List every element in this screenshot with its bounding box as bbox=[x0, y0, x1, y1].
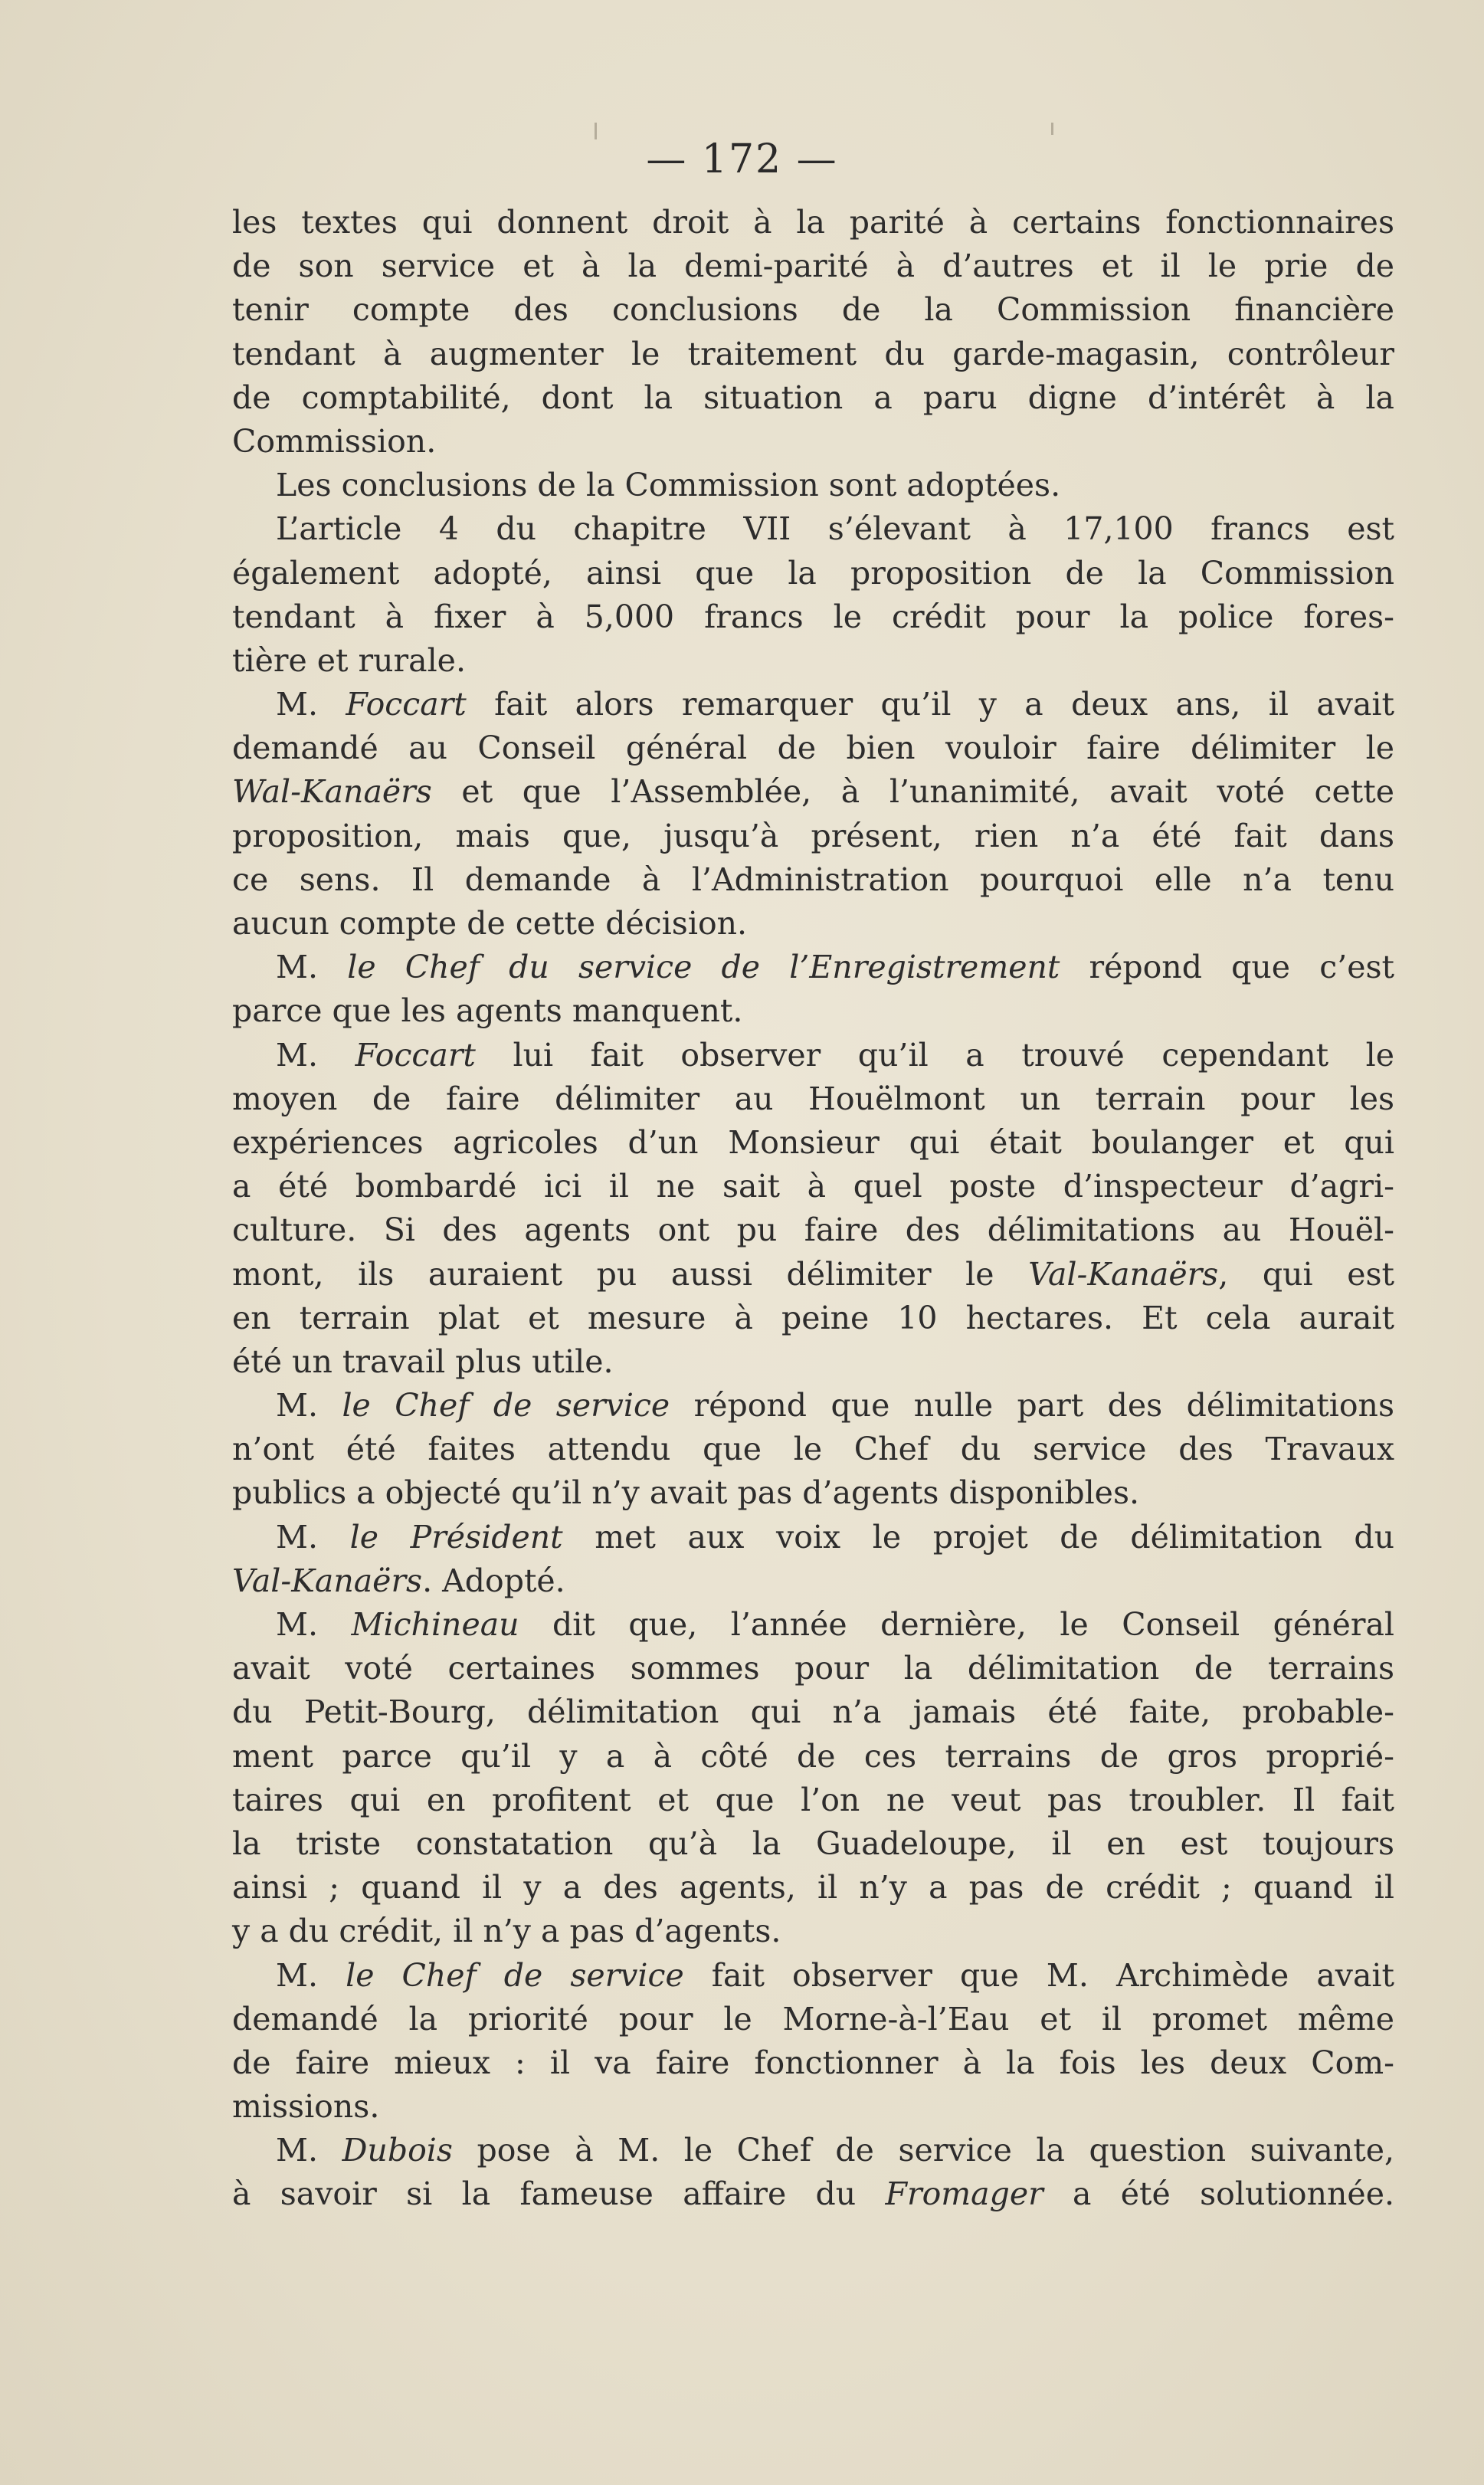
page-number: — 172 — bbox=[646, 136, 838, 182]
text-segment: taires qui en profitent et que l’on ne veut pas troubler. Il fait bbox=[232, 1781, 1394, 1818]
text-segment: M. bbox=[276, 2132, 342, 2169]
text-segment: L’article 4 du chapitre VII s’élevant à 17,100 francs est bbox=[276, 510, 1394, 548]
text-line bbox=[232, 726, 1394, 770]
text-line bbox=[232, 1384, 1394, 1428]
text-segment: tenir compte des conclusions de la Commission financière bbox=[232, 291, 1394, 329]
text-line bbox=[232, 1559, 1394, 1603]
text-segment: proposition, mais que, jusqu’à présent, rien n’a été fait dans bbox=[232, 817, 1394, 854]
text-line bbox=[232, 1822, 1394, 1866]
text-line bbox=[232, 1910, 1394, 1953]
text-segment: lui fait observer qu’il a trouvé cependant le bbox=[475, 1036, 1394, 1074]
text-segment: M. bbox=[276, 1956, 346, 1994]
italic-text: le Chef du service de l’Enregistrement bbox=[347, 949, 1060, 986]
text-line bbox=[232, 1516, 1394, 1559]
text-line bbox=[232, 507, 1394, 551]
text-line bbox=[232, 1034, 1394, 1077]
text-segment: missions. bbox=[232, 2088, 380, 2126]
text-line bbox=[232, 2041, 1394, 2085]
text-line bbox=[232, 1340, 1394, 1384]
text-line bbox=[232, 1208, 1394, 1252]
text-segment: la triste constatation qu’à la Guadeloupe, il en est toujours bbox=[232, 1824, 1394, 1862]
text-line bbox=[232, 815, 1394, 858]
text-line bbox=[232, 946, 1394, 989]
text-line bbox=[232, 1735, 1394, 1779]
text-line bbox=[232, 1165, 1394, 1208]
text-segment: tendant à fixer à 5,000 francs le crédit pour la police fores- bbox=[232, 598, 1394, 635]
text-line bbox=[232, 1121, 1394, 1165]
text-segment: moyen de faire délimiter au Houëlmont un terrain pour les bbox=[232, 1080, 1394, 1117]
text-segment: demandé la priorité pour le Morne-à-l’Eau et il promet même bbox=[232, 2000, 1394, 2038]
text-segment: également adopté, ainsi que la proposition de la Commission bbox=[232, 554, 1394, 592]
text-segment: ainsi ; quand il y a des agents, il n’y a pas de crédit ; quand il bbox=[232, 1869, 1394, 1906]
text-line bbox=[232, 1866, 1394, 1910]
text-line bbox=[232, 1954, 1394, 1998]
text-line bbox=[232, 1690, 1394, 1734]
text-line bbox=[232, 2085, 1394, 2129]
text-segment: met aux voix le projet de délimitation du bbox=[562, 1518, 1394, 1556]
print-mark bbox=[1051, 123, 1053, 135]
text-line bbox=[232, 420, 1394, 464]
text-line bbox=[232, 1471, 1394, 1515]
text-segment: fait observer que M. Archimède avait bbox=[683, 1956, 1395, 1994]
text-line bbox=[232, 902, 1394, 946]
text-line bbox=[232, 464, 1394, 507]
text-segment: publics a objecté qu’il n’y avait pas d’agents disponibles. bbox=[232, 1474, 1140, 1512]
italic-text: Fromager bbox=[885, 2175, 1043, 2213]
text-segment: . Adopté. bbox=[422, 1562, 565, 1599]
text-segment: à savoir si la fameuse affaire du bbox=[232, 2175, 886, 2213]
text-segment: de faire mieux : il va faire fonctionner à la fois les deux Com- bbox=[232, 2044, 1394, 2081]
text-segment: mont, ils auraient pu aussi délimiter le bbox=[232, 1255, 1029, 1293]
text-line bbox=[232, 770, 1394, 814]
text-segment: en terrain plat et mesure à peine 10 hectares. Et cela aurait bbox=[232, 1299, 1394, 1336]
text-line bbox=[232, 2129, 1394, 2172]
body-text bbox=[232, 201, 1394, 2217]
text-line bbox=[232, 1077, 1394, 1121]
text-segment: dit que, l’année dernière, le Conseil général bbox=[519, 1606, 1394, 1643]
text-segment: M. bbox=[276, 949, 348, 986]
text-segment: ment parce qu’il y a à côté de ces terrains de gros proprié- bbox=[232, 1737, 1394, 1775]
text-line bbox=[232, 288, 1394, 332]
text-segment: les textes qui donnent droit à la parité à certains fonctionnaires bbox=[232, 204, 1394, 241]
text-line bbox=[232, 595, 1394, 639]
text-segment: demandé au Conseil général de bien vouloir faire délimiter le bbox=[232, 729, 1394, 767]
text-segment: M. bbox=[276, 686, 346, 723]
italic-text: Dubois bbox=[342, 2132, 453, 2169]
text-line bbox=[232, 201, 1394, 244]
italic-text: le Chef de service bbox=[346, 1956, 684, 1994]
text-line bbox=[232, 639, 1394, 683]
text-segment: M. bbox=[276, 1518, 350, 1556]
text-line bbox=[232, 1253, 1394, 1297]
text-segment: et que l’Assemblée, à l’unanimité, avait voté cette bbox=[431, 773, 1394, 811]
text-segment: de comptabilité, dont la situation a paru digne d’intérêt à la bbox=[232, 379, 1394, 416]
text-line bbox=[232, 244, 1394, 288]
italic-text: Val-Kanaërs bbox=[232, 1562, 423, 1599]
text-segment: avait voté certaines sommes pour la délimitation de terrains bbox=[232, 1650, 1394, 1687]
italic-text: Foccart bbox=[355, 1036, 476, 1074]
text-segment: du Petit-Bourg, délimitation qui n’a jamais été faite, probable- bbox=[232, 1693, 1394, 1731]
text-segment: parce que les agents manquent. bbox=[232, 992, 743, 1030]
text-segment: M. bbox=[276, 1387, 342, 1424]
text-segment: été un travail plus utile. bbox=[232, 1342, 614, 1380]
text-segment: répond que nulle part des délimitations bbox=[670, 1387, 1395, 1424]
text-segment: aucun compte de cette décision. bbox=[232, 905, 748, 942]
text-segment: tière et rurale. bbox=[232, 641, 466, 679]
text-line bbox=[232, 1998, 1394, 2041]
text-segment: , qui est bbox=[1218, 1255, 1394, 1293]
text-line bbox=[232, 552, 1394, 595]
text-line bbox=[232, 1297, 1394, 1340]
italic-text: le Président bbox=[349, 1518, 563, 1556]
text-segment: a été solutionnée. bbox=[1043, 2175, 1394, 2213]
text-line bbox=[232, 1603, 1394, 1647]
text-segment: M. bbox=[276, 1606, 352, 1643]
text-segment: pose à M. le Chef de service la question suivante, bbox=[452, 2132, 1395, 2169]
text-segment: tendant à augmenter le traitement du garde-magasin, contrôleur bbox=[232, 335, 1394, 372]
text-segment: Commission. bbox=[232, 422, 437, 460]
text-segment: n’ont été faites attendu que le Chef du service des Travaux bbox=[232, 1431, 1394, 1468]
text-line bbox=[232, 858, 1394, 902]
text-segment: expériences agricoles d’un Monsieur qui était boulanger et qui bbox=[232, 1123, 1394, 1161]
text-segment: ce sens. Il demande à l’Administration pourquoi elle n’a tenu bbox=[232, 861, 1394, 898]
text-segment: M. bbox=[276, 1036, 355, 1074]
italic-text: Val-Kanaërs bbox=[1028, 1255, 1219, 1293]
text-line bbox=[232, 2172, 1394, 2216]
text-line bbox=[232, 1779, 1394, 1822]
italic-text: Wal-Kanaërs bbox=[232, 773, 432, 811]
italic-text: Foccart bbox=[346, 686, 467, 723]
text-segment: a été bombardé ici il ne sait à quel poste d’inspecteur d’agri- bbox=[232, 1168, 1394, 1205]
text-segment: culture. Si des agents ont pu faire des délimitations au Houël- bbox=[232, 1211, 1394, 1249]
text-line bbox=[232, 1647, 1394, 1690]
text-line bbox=[232, 333, 1394, 376]
text-line bbox=[232, 1428, 1394, 1471]
text-line bbox=[232, 989, 1394, 1033]
text-segment: de son service et à la demi-parité à d’autres et il le prie de bbox=[232, 248, 1394, 285]
text-segment: y a du crédit, il n’y a pas d’agents. bbox=[232, 1913, 781, 1950]
italic-text: le Chef de service bbox=[342, 1387, 670, 1424]
text-line bbox=[232, 683, 1394, 726]
italic-text: Michineau bbox=[351, 1606, 519, 1643]
text-line bbox=[232, 376, 1394, 420]
text-segment: fait alors remarquer qu’il y a deux ans, il avait bbox=[466, 686, 1394, 723]
text-segment: Les conclusions de la Commission sont adoptées. bbox=[276, 467, 1061, 504]
text-segment: répond que c’est bbox=[1060, 949, 1395, 986]
